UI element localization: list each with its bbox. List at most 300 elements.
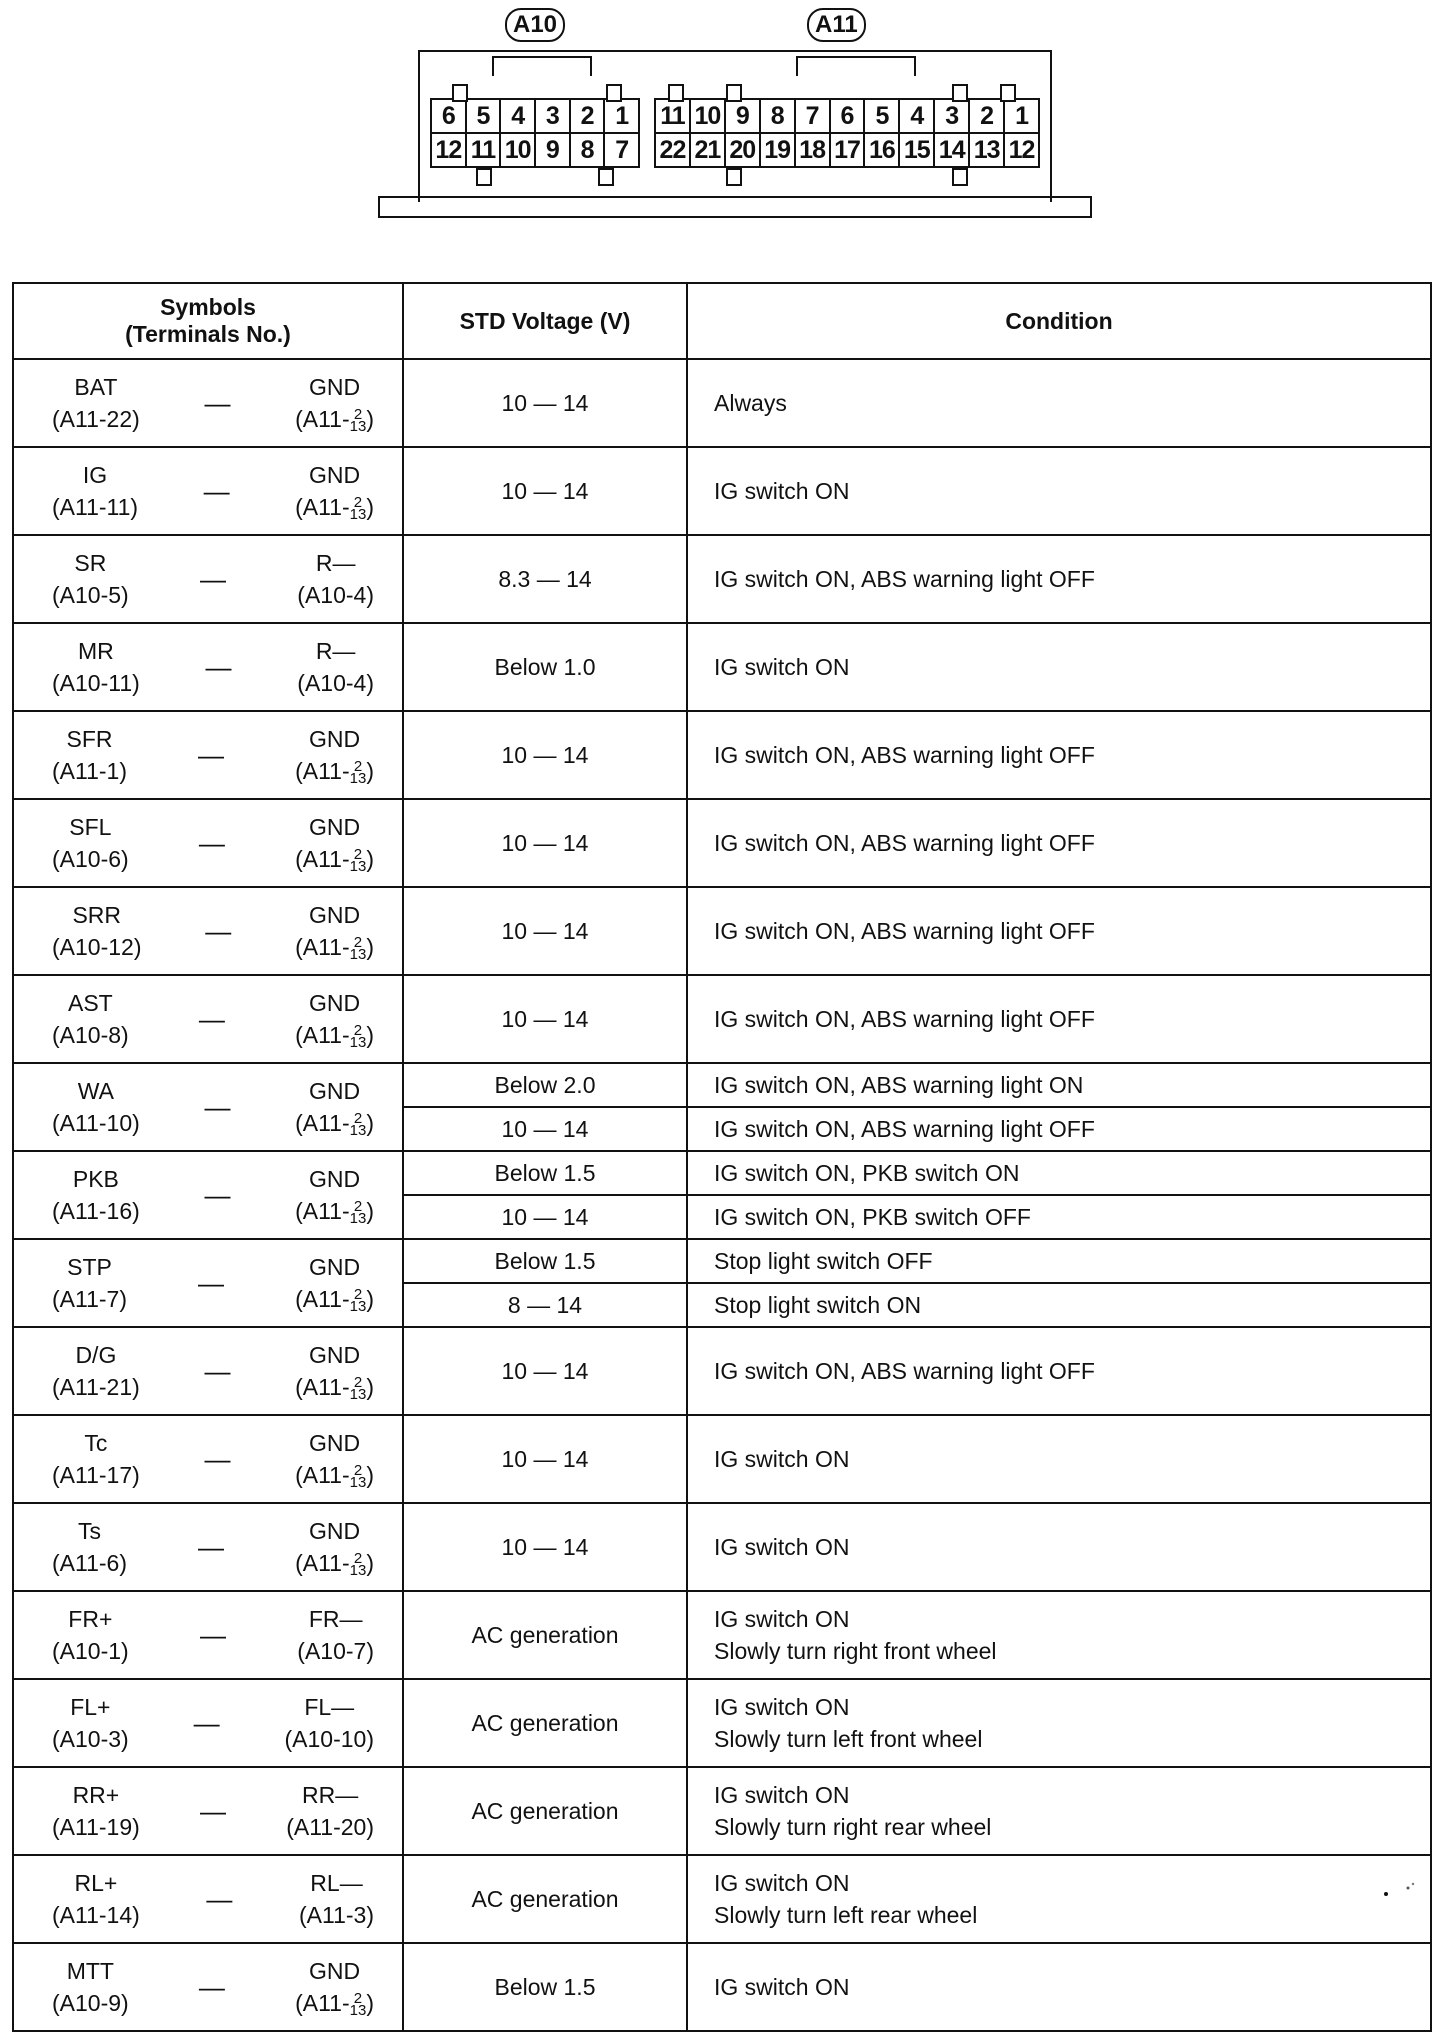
terminal-voltage-table xyxy=(12,282,1432,2032)
voltage-cell: 10 — 14 xyxy=(403,975,687,1063)
connector-pin: 9 xyxy=(534,134,569,166)
voltage-cell: 10 — 14 xyxy=(403,359,687,447)
negative-terminal xyxy=(295,1075,374,1139)
condition-line: IG switch ON xyxy=(714,478,850,504)
close-paren: ) xyxy=(366,758,374,784)
dash-separator: — xyxy=(200,1619,226,1650)
negative-terminal xyxy=(295,1515,374,1579)
connector-pin: 3 xyxy=(534,100,569,132)
connector-a10-label: A10 xyxy=(505,8,565,42)
connector-pin: 7 xyxy=(794,100,829,132)
terminal-number xyxy=(295,1283,374,1315)
symbol-pair xyxy=(14,536,402,622)
symbol-cell xyxy=(13,799,403,887)
condition-line: IG switch ON xyxy=(714,1606,850,1632)
symbol-cell xyxy=(13,1063,403,1151)
terminal-number: (A11-19) xyxy=(52,1814,140,1840)
condition-cell xyxy=(687,1063,1431,1107)
connector-pin: 2 xyxy=(569,100,604,132)
voltage-cell: Below 1.0 xyxy=(403,623,687,711)
table-row xyxy=(13,1679,1431,1767)
positive-terminal xyxy=(52,1427,140,1491)
ground-pin-fraction xyxy=(349,1989,367,2019)
symbol-cell xyxy=(13,1327,403,1415)
positive-terminal xyxy=(52,1779,140,1843)
terminal-number xyxy=(297,579,374,611)
negative-terminal xyxy=(295,987,374,1051)
terminal-number xyxy=(295,1195,374,1227)
terminal-number xyxy=(295,755,374,787)
ground-pin-fraction xyxy=(349,845,367,875)
voltage-cell: 10 — 14 xyxy=(403,1415,687,1503)
table-row xyxy=(13,1327,1431,1415)
terminal-symbol: SR xyxy=(74,550,107,576)
close-paren: ) xyxy=(366,494,374,520)
positive-terminal xyxy=(52,1867,140,1931)
pin-key-tab xyxy=(726,168,742,186)
connector-diagram xyxy=(370,0,1110,230)
ground-pin-bottom: 13 xyxy=(349,505,367,523)
pin-key-tab xyxy=(952,84,968,102)
ground-pin-top: 2 xyxy=(353,493,363,511)
dash-separator: — xyxy=(204,387,231,418)
table-row xyxy=(13,1151,1431,1195)
symbol-pair xyxy=(14,448,402,534)
terminal-number-text: (A11- xyxy=(295,1110,350,1136)
negative-terminal xyxy=(295,1955,374,2019)
terminal-symbol: FR— xyxy=(308,1606,363,1632)
table-row xyxy=(13,975,1431,1063)
negative-terminal xyxy=(297,635,374,699)
ground-pin-fraction xyxy=(349,757,367,787)
connector-a10-latch xyxy=(492,56,592,76)
connector-pin: 4 xyxy=(898,100,933,132)
connector-pin: 10 xyxy=(689,100,724,132)
symbol-cell xyxy=(13,1415,403,1503)
condition-cell xyxy=(687,623,1431,711)
close-paren: ) xyxy=(366,934,374,960)
negative-terminal xyxy=(297,1603,374,1667)
symbol-pair xyxy=(14,360,402,446)
ground-pin-fraction xyxy=(349,1285,367,1315)
terminal-number-text: (A10-7) xyxy=(297,1638,374,1664)
condition-line: IG switch ON xyxy=(714,654,850,680)
condition-line: Slowly turn right front wheel xyxy=(714,1638,997,1664)
terminal-number: (A11-6) xyxy=(52,1550,127,1576)
negative-terminal xyxy=(286,1779,374,1843)
symbol-pair xyxy=(14,976,402,1062)
symbol-pair xyxy=(14,1416,402,1502)
connector-a11-latch xyxy=(796,56,916,76)
close-paren: ) xyxy=(366,1550,374,1576)
terminal-symbol: GND xyxy=(308,814,361,840)
terminal-symbol: GND xyxy=(308,1518,361,1544)
negative-terminal xyxy=(285,1691,374,1755)
connector-a10-bottom-row xyxy=(432,132,638,166)
terminal-symbol: WA xyxy=(77,1078,114,1104)
dash-separator: — xyxy=(204,1179,231,1210)
table-row xyxy=(13,623,1431,711)
symbol-pair xyxy=(14,1768,402,1854)
ground-pin-top: 2 xyxy=(353,757,363,775)
terminal-symbol: GND xyxy=(308,374,361,400)
condition-line: IG switch ON, PKB switch OFF xyxy=(714,1204,1031,1230)
voltage-cell: 10 — 14 xyxy=(403,1195,687,1239)
terminal-symbol: SRR xyxy=(72,902,122,928)
terminal-number-text: (A10-4) xyxy=(297,582,374,608)
terminal-symbol: Tc xyxy=(84,1430,108,1456)
terminal-number xyxy=(295,1019,374,1051)
ground-pin-top: 2 xyxy=(353,845,363,863)
terminal-symbol: BAT xyxy=(74,374,118,400)
table-row xyxy=(13,1503,1431,1591)
negative-terminal xyxy=(297,547,374,611)
terminal-symbol: GND xyxy=(308,1342,361,1368)
connector-pin: 2 xyxy=(968,100,1003,132)
terminal-number-text: (A11- xyxy=(295,934,350,960)
condition-line: Stop light switch ON xyxy=(714,1292,922,1318)
pin-key-tab xyxy=(1000,84,1016,102)
symbol-pair xyxy=(14,1328,402,1414)
positive-terminal xyxy=(52,371,140,435)
connector-a10-pins xyxy=(430,98,640,168)
table-row xyxy=(13,1239,1431,1283)
ground-pin-bottom: 13 xyxy=(349,769,367,787)
connector-pin: 11 xyxy=(465,134,500,166)
symbol-cell xyxy=(13,1767,403,1855)
terminal-symbol: Ts xyxy=(78,1518,101,1544)
ground-pin-bottom: 13 xyxy=(349,1473,367,1491)
symbol-cell xyxy=(13,975,403,1063)
terminal-number-text: (A11- xyxy=(295,494,350,520)
connector-pin: 8 xyxy=(759,100,794,132)
condition-line: IG switch ON, ABS warning light OFF xyxy=(714,742,1095,768)
negative-terminal xyxy=(295,1339,374,1403)
condition-line: Slowly turn left rear wheel xyxy=(714,1902,978,1928)
condition-line: IG switch ON, PKB switch ON xyxy=(714,1160,1020,1186)
condition-line: IG switch ON, ABS warning light OFF xyxy=(714,1006,1095,1032)
voltage-cell: AC generation xyxy=(403,1679,687,1767)
connector-pin: 11 xyxy=(660,102,685,130)
terminal-number: (A10-6) xyxy=(52,846,129,872)
terminal-symbol: RL+ xyxy=(74,1870,118,1896)
positive-terminal xyxy=(52,1251,127,1315)
dash-separator: — xyxy=(205,915,232,946)
connector-pin: 1 xyxy=(603,100,638,132)
terminal-number xyxy=(295,1107,374,1139)
close-paren: ) xyxy=(366,1462,374,1488)
terminal-number: (A11-21) xyxy=(52,1374,140,1400)
condition-line: IG switch ON, ABS warning light ON xyxy=(714,1072,1084,1098)
pin-key-tab xyxy=(952,168,968,186)
terminals-header-label: (Terminals No.) xyxy=(125,321,291,347)
ground-pin-top: 2 xyxy=(353,1549,363,1567)
symbol-pair xyxy=(14,624,402,710)
condition-cell xyxy=(687,1503,1431,1591)
terminal-symbol: GND xyxy=(308,1254,361,1280)
symbol-pair xyxy=(14,1680,402,1766)
terminal-number: (A11-14) xyxy=(52,1902,140,1928)
negative-terminal xyxy=(295,1163,374,1227)
terminal-symbol: R— xyxy=(315,550,356,576)
connector-pin: 15 xyxy=(898,134,933,166)
terminal-symbol: GND xyxy=(308,1078,361,1104)
scan-speck xyxy=(1384,1892,1388,1896)
terminal-number: (A11-17) xyxy=(52,1462,140,1488)
terminal-number: (A10-5) xyxy=(52,582,129,608)
positive-terminal xyxy=(52,811,129,875)
ground-pin-top: 2 xyxy=(353,1989,363,2007)
symbol-pair xyxy=(14,1856,402,1942)
terminal-number: (A10-11) xyxy=(52,670,140,696)
scan-marks xyxy=(1380,1880,1420,1910)
ground-pin-bottom: 13 xyxy=(349,1121,367,1139)
voltage-cell: 10 — 14 xyxy=(403,1327,687,1415)
ground-pin-fraction xyxy=(349,1549,367,1579)
terminal-number-text: (A11-20) xyxy=(286,1814,374,1840)
condition-cell xyxy=(687,1679,1431,1767)
terminal-number xyxy=(285,1723,374,1755)
connector-pin: 17 xyxy=(829,134,864,166)
connector-pin: 6 xyxy=(441,102,455,130)
close-paren: ) xyxy=(366,406,374,432)
terminal-number-text: (A10-10) xyxy=(284,1726,374,1752)
ground-pin-bottom: 13 xyxy=(349,1033,367,1051)
negative-terminal xyxy=(295,371,374,435)
condition-cell xyxy=(687,1415,1431,1503)
condition-cell xyxy=(687,1151,1431,1195)
terminal-symbol: GND xyxy=(308,462,361,488)
terminal-number: (A11-7) xyxy=(52,1286,127,1312)
positive-terminal xyxy=(52,1163,140,1227)
condition-line: IG switch ON xyxy=(714,1974,850,2000)
table-row xyxy=(13,711,1431,799)
symbol-cell xyxy=(13,1239,403,1327)
ground-pin-fraction xyxy=(349,1021,367,1051)
table-header-row xyxy=(13,283,1431,359)
symbol-pair xyxy=(14,1240,402,1326)
dash-separator: — xyxy=(198,827,225,858)
ground-pin-fraction xyxy=(349,933,367,963)
voltage-cell: 10 — 14 xyxy=(403,711,687,799)
terminal-symbol: GND xyxy=(308,1958,361,1984)
symbol-pair xyxy=(14,1152,402,1238)
ground-pin-top: 2 xyxy=(353,1373,363,1391)
ground-pin-bottom: 13 xyxy=(349,857,367,875)
symbol-pair xyxy=(14,800,402,886)
connector-a10-top-row xyxy=(432,100,638,132)
scan-speck xyxy=(1407,1887,1410,1890)
terminal-symbol: FL+ xyxy=(70,1694,111,1720)
connector-pin: 14 xyxy=(933,134,968,166)
dash-separator: — xyxy=(200,563,226,594)
dash-separator: — xyxy=(200,1795,226,1826)
dash-separator: — xyxy=(193,1707,220,1738)
condition-line: IG switch ON xyxy=(714,1446,850,1472)
terminal-number: (A10-12) xyxy=(52,934,142,960)
terminal-symbol: FR+ xyxy=(68,1606,113,1632)
condition-line: IG switch ON, ABS warning light OFF xyxy=(714,830,1095,856)
positive-terminal xyxy=(52,723,127,787)
terminal-symbol: SFL xyxy=(69,814,112,840)
positive-terminal xyxy=(52,1603,129,1667)
ground-pin-bottom: 13 xyxy=(349,1297,367,1315)
terminal-number xyxy=(295,931,374,963)
terminal-number-text: (A11- xyxy=(295,1550,350,1576)
terminal-number-text: (A11- xyxy=(295,1022,350,1048)
terminal-symbol: GND xyxy=(308,726,361,752)
condition-cell xyxy=(687,1107,1431,1151)
terminal-number-text: (A11- xyxy=(295,1374,350,1400)
dash-separator: — xyxy=(198,1971,225,2002)
voltage-cell: 10 — 14 xyxy=(403,1107,687,1151)
close-paren: ) xyxy=(366,1374,374,1400)
ground-pin-top: 2 xyxy=(353,1197,363,1215)
terminal-number xyxy=(295,1459,374,1491)
negative-terminal xyxy=(295,899,374,963)
positive-terminal xyxy=(52,987,129,1051)
condition-line: Slowly turn right rear wheel xyxy=(714,1814,992,1840)
symbol-cell xyxy=(13,1679,403,1767)
positive-terminal xyxy=(52,459,138,523)
ground-pin-fraction xyxy=(349,1461,367,1491)
condition-cell xyxy=(687,1283,1431,1327)
voltage-cell: AC generation xyxy=(403,1767,687,1855)
terminal-symbol: R— xyxy=(315,638,356,664)
ground-pin-bottom: 13 xyxy=(349,945,367,963)
dash-separator: — xyxy=(198,739,225,770)
symbol-pair xyxy=(14,712,402,798)
voltage-cell: Below 1.5 xyxy=(403,1943,687,2031)
dash-separator: — xyxy=(198,1003,225,1034)
terminal-symbol: RR— xyxy=(301,1782,359,1808)
terminal-number xyxy=(297,667,374,699)
positive-terminal xyxy=(52,1691,129,1755)
terminal-number xyxy=(295,1987,374,2019)
terminal-number xyxy=(297,1635,374,1667)
condition-cell xyxy=(687,1943,1431,2031)
condition-cell xyxy=(687,359,1431,447)
ground-pin-bottom: 13 xyxy=(349,2001,367,2019)
connector-pin: 20 xyxy=(724,134,759,166)
close-paren: ) xyxy=(366,1990,374,2016)
pin-key-tab xyxy=(476,168,492,186)
terminal-symbol: RL— xyxy=(310,1870,363,1896)
condition-cell xyxy=(687,535,1431,623)
table-row xyxy=(13,1415,1431,1503)
positive-terminal xyxy=(52,635,140,699)
voltage-cell: AC generation xyxy=(403,1855,687,1943)
table-row xyxy=(13,1943,1431,2031)
dash-separator: — xyxy=(203,475,230,506)
ground-pin-top: 2 xyxy=(353,1461,363,1479)
symbol-cell xyxy=(13,887,403,975)
voltage-cell: Below 1.5 xyxy=(403,1151,687,1195)
ground-pin-bottom: 13 xyxy=(349,1385,367,1403)
condition-cell xyxy=(687,1239,1431,1283)
terminal-symbol: IG xyxy=(82,462,108,488)
connector-pin: 19 xyxy=(759,134,794,166)
condition-line: IG switch ON xyxy=(714,1870,850,1896)
negative-terminal xyxy=(299,1867,374,1931)
condition-line: IG switch ON, ABS warning light OFF xyxy=(714,1116,1095,1142)
symbol-cell xyxy=(13,623,403,711)
terminal-symbol: RR+ xyxy=(72,1782,120,1808)
ground-pin-fraction xyxy=(349,1109,367,1139)
terminal-symbol: STP xyxy=(67,1254,112,1280)
table-row xyxy=(13,359,1431,447)
voltage-cell: 8.3 — 14 xyxy=(403,535,687,623)
symbol-cell xyxy=(13,447,403,535)
symbol-cell xyxy=(13,1943,403,2031)
symbol-pair xyxy=(14,1504,402,1590)
terminal-number xyxy=(295,491,374,523)
negative-terminal xyxy=(295,723,374,787)
dash-separator: — xyxy=(205,651,232,682)
table-row xyxy=(13,1591,1431,1679)
condition-cell xyxy=(687,1327,1431,1415)
ground-pin-bottom: 13 xyxy=(349,417,367,435)
ground-pin-bottom: 13 xyxy=(349,1561,367,1579)
mounting-plate xyxy=(378,196,1092,218)
voltage-cell: 8 — 14 xyxy=(403,1283,687,1327)
ground-pin-fraction xyxy=(349,493,367,523)
dash-separator: — xyxy=(204,1443,231,1474)
condition-line: IG switch ON xyxy=(714,1782,850,1808)
symbol-cell xyxy=(13,359,403,447)
table-row xyxy=(13,1063,1431,1107)
voltage-cell: Below 2.0 xyxy=(403,1063,687,1107)
terminal-number-text: (A11- xyxy=(295,1990,350,2016)
pin-key-tab xyxy=(606,84,622,102)
symbol-cell xyxy=(13,535,403,623)
ground-pin-fraction xyxy=(349,1197,367,1227)
condition-line: IG switch ON xyxy=(714,1694,850,1720)
connector-pin: 22 xyxy=(659,136,686,164)
symbol-pair xyxy=(14,1064,402,1150)
terminal-number: (A10-8) xyxy=(52,1022,129,1048)
symbol-pair xyxy=(14,1944,402,2030)
voltage-cell: 10 — 14 xyxy=(403,447,687,535)
voltage-cell: 10 — 14 xyxy=(403,799,687,887)
connector-a11-top-row xyxy=(656,100,1038,132)
positive-terminal xyxy=(52,547,129,611)
terminal-symbol: MR xyxy=(78,638,114,664)
ground-pin-top: 2 xyxy=(353,1285,363,1303)
close-paren: ) xyxy=(366,1286,374,1312)
table-row xyxy=(13,535,1431,623)
terminal-number-text: (A10-4) xyxy=(297,670,374,696)
connector-pin: 6 xyxy=(829,100,864,132)
connector-pin: 4 xyxy=(499,100,534,132)
symbol-cell xyxy=(13,1855,403,1943)
positive-terminal xyxy=(52,899,141,963)
condition-cell xyxy=(687,1855,1431,1943)
ground-pin-top: 2 xyxy=(353,1109,363,1127)
terminal-symbol: PKB xyxy=(72,1166,119,1192)
condition-cell xyxy=(687,1767,1431,1855)
symbol-pair xyxy=(14,1592,402,1678)
symbol-pair xyxy=(14,888,402,974)
symbols-header-label: Symbols xyxy=(160,294,256,320)
pin-key-tab xyxy=(452,84,468,102)
condition-line: Slowly turn left front wheel xyxy=(714,1726,983,1752)
terminal-number-text: (A11- xyxy=(295,1198,350,1224)
negative-terminal xyxy=(295,811,374,875)
connector-pin: 3 xyxy=(933,100,968,132)
connector-a11-pins xyxy=(654,98,1040,168)
terminal-number: (A11-1) xyxy=(52,758,127,784)
